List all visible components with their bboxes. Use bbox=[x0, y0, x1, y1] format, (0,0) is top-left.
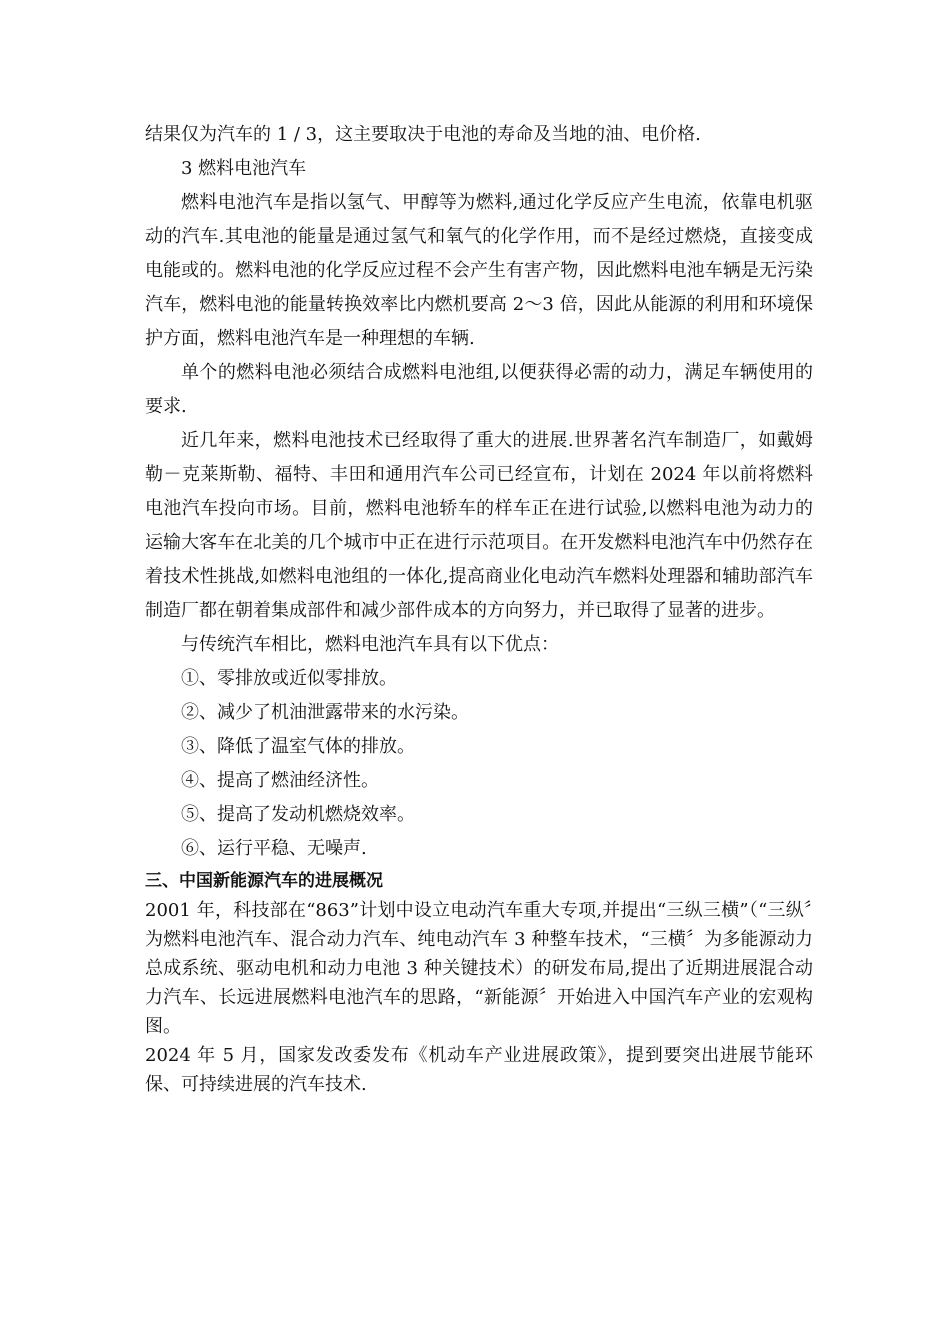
list-item: ③、降低了温室气体的排放。 bbox=[181, 736, 415, 757]
paragraph-fuel-cell-definition: 燃料电池汽车是指以氢气、甲醇等为燃料,通过化学反应产生电流，依靠电机驱动的汽车.其电池的能量是通过氢气和氧气的化学作用，而不是经过燃烧，直接变成电能或的。燃料电池的化学反应过程不会产生有害产物，因此燃料电池车辆是无污染汽车，燃料电池的能量转换效率比内燃机要高 2～3 倍，因此从能源的利用和环境保护方面，燃料电池汽车是一种理想的车辆. bbox=[145, 192, 813, 349]
list-item: ①、零排放或近似零排放。 bbox=[181, 668, 397, 689]
paragraph-fuel-cell-stack: 单个的燃料电池必须结合成燃料电池组,以便获得必需的动力，满足车辆使用的要求. bbox=[145, 362, 813, 417]
paragraph-2001: 2001 年，科技部在“863”计划中设立电动汽车重大专项,并提出“三纵三横”（“三纵〞为燃料电池汽车、混合动力汽车、纯电动汽车 3 种整车技术，“三横〞为多能源动力总成系统、驱动电机和动力电池 3 种关键技术）的研发布局,提出了近期进展混合动力汽车、长远进展燃料电池汽车的思路，“新能源〞开始进入中国汽车产业的宏观构图。 bbox=[145, 900, 813, 1037]
list-item: ②、减少了机油泄露带来的水污染。 bbox=[181, 702, 469, 723]
paragraph-progress: 近几年来，燃料电池技术已经取得了重大的进展.世界著名汽车制造厂，如戴姆勒－克莱斯勒、福特、丰田和通用汽车公司已经宣布，计划在 2024 年以前将燃料电池汽车投向市场。目前，燃料电池轿车的样车正在进行试验,以燃料电池为动力的运输大客车在北美的几个城市中正在进行示范项目。在开发燃料电池汽车中仍然存在着技术性挑战,如燃料电池组的一体化,提高商业化电动汽车燃料处理器和辅助部汽车制造厂都在朝着集成部件和减少部件成本的方向努力，并已取得了显著的进步。 bbox=[145, 430, 813, 621]
paragraph-2024: 2024 年 5 月，国家发改委发布《机动车产业进展政策》，提到要突出进展节能环保、可持续进展的汽车技术. bbox=[145, 1045, 813, 1095]
paragraph-advantages-intro: 与传统汽车相比，燃料电池汽车具有以下优点： bbox=[181, 634, 559, 655]
list-item: ⑤、提高了发动机燃烧效率。 bbox=[181, 804, 415, 825]
paragraph-continuation: 结果仅为汽车的 1 / 3，这主要取决于电池的寿命及当地的油、电价格. bbox=[145, 124, 701, 145]
section-title-fuel-cell: 3 燃料电池汽车 bbox=[181, 158, 307, 179]
section-heading-china: 三、中国新能源汽车的进展概况 bbox=[145, 871, 383, 891]
list-item: ⑥、运行平稳、无噪声. bbox=[181, 838, 367, 859]
document-body bbox=[145, 118, 813, 1099]
list-item: ④、提高了燃油经济性。 bbox=[181, 770, 379, 791]
